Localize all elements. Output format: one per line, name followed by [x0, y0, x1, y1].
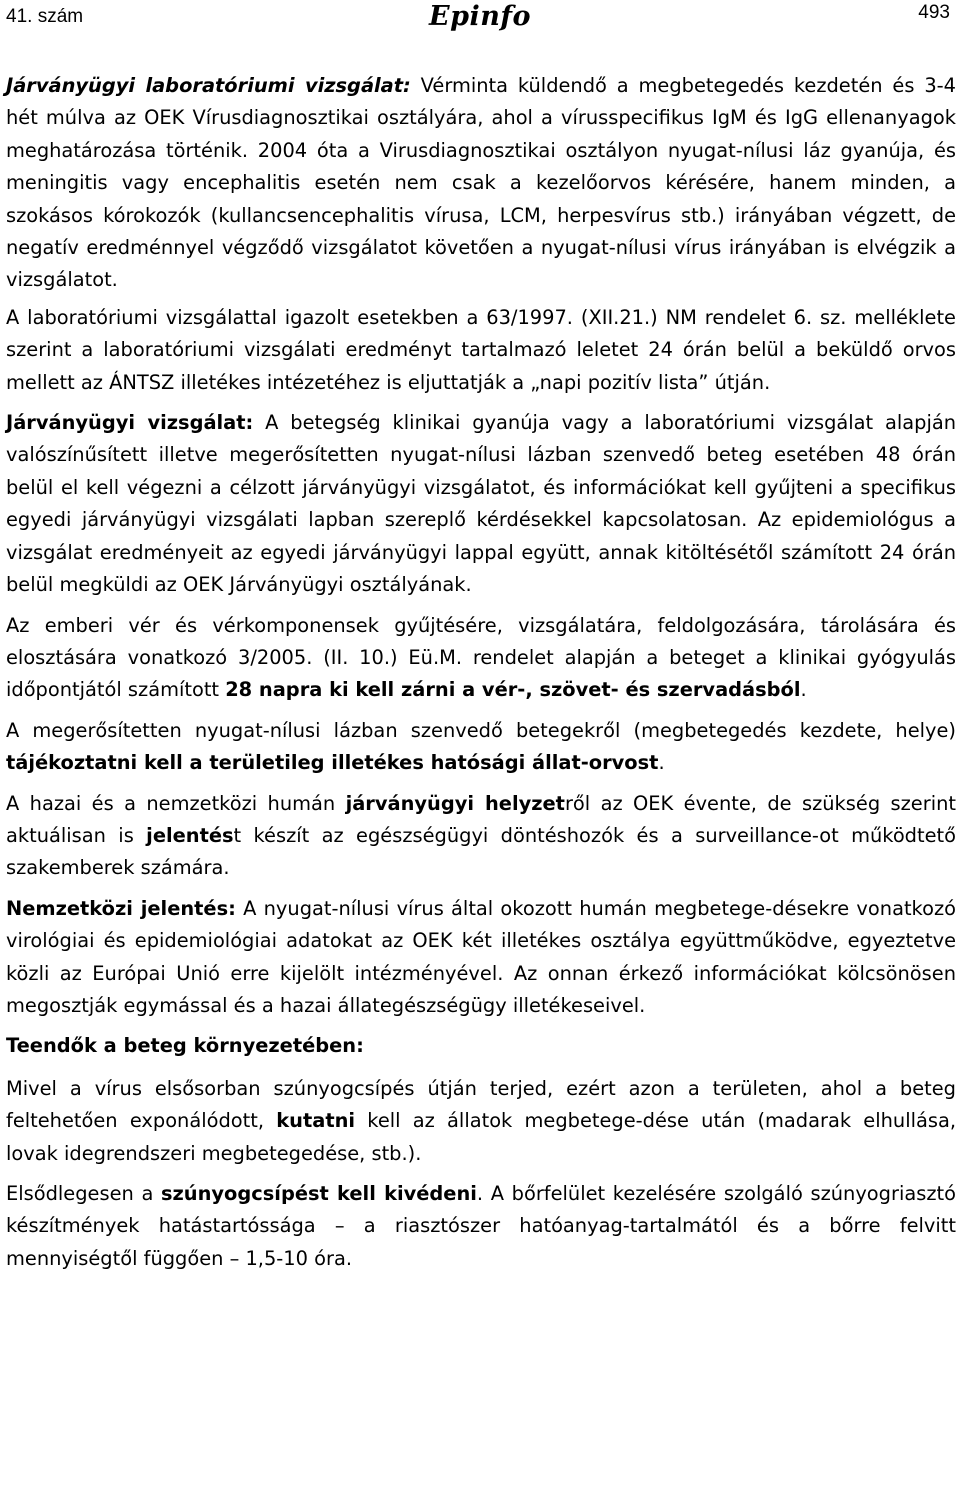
paragraph-mosquito-search [6, 1073, 956, 1170]
issue-number: 41. szám [6, 6, 84, 27]
paragraph-text: A hazai és a nemzetközi humán [6, 791, 346, 815]
paragraph-text: A betegség klinikai gyanúja vagy a laboratóriumi vizsgálat alapján valószínűsített illetve megerősítetten nyugat-nílusi lázban szenvedő beteg esetében 48 órán belül el kell végezni a célzott járványügyi vizsgálatot, és információkat kell gyűjteni a specifikus egyedi járványügyi vizsgálati lapban szereplő kérdésekkel kapcsolatosan. Az epidemiológus a vizsgálat eredményeit az egyedi járványügyi lappal együtt, annak kitöltésétől számított 24 órán belül megküldi az OEK Járványügyi osztályának. [6, 411, 957, 597]
paragraph-text: t készít az egészségügyi döntéshozók és a surveillance-ot működtető szakemberek számára. [6, 823, 956, 880]
heading-international-report: Nemzetközi jelentés: [6, 896, 236, 920]
section-heading: Teendők a beteg környezetében: [6, 1034, 364, 1058]
paragraph-text: A megerősítetten nyugat-nílusi lázban szenvedő betegekről (megbetegedés kezdete, helye) [6, 718, 956, 742]
paragraph-blood-donation [6, 610, 956, 707]
paragraph-text: . A bőrfelület kezelésére szolgáló szúnyogriasztó készítmények hatástartóssága – a riasztószer hatóanyag-tartalmától és a bőrre felvitt mennyiségtől függően – 1,5-10 óra. [6, 1182, 956, 1270]
paragraph-text: A laboratóriumi vizsgálattal igazolt esetekben a 63/1997. (XII.21.) NM rendelet 6. sz. melléklete szerint a laboratóriumi vizsgálati eredményt tartalmazó leletet 24 órán belül a beküldő orvos mellett az ÁNTSZ illetékes intézetéhez is eljuttatják a „napi pozitív lista” útján. [6, 305, 956, 394]
bold-text: járványügyi helyzet [345, 791, 565, 815]
page-number: 493 [918, 2, 950, 23]
publication-title: Epinfo [429, 1, 531, 32]
paragraph-text: . [800, 678, 807, 702]
paragraph-lab-reporting [6, 302, 956, 399]
paragraph-text: Az emberi vér és vérkomponensek gyűjtésére, vizsgálatára, feldolgozására, tárolására és elosztására vonatkozó 3/2005. (II. 10.) Eü.M. rendelet alapján a beteget a klinikai gyógyulás időpontjától számított [6, 613, 956, 702]
paragraph-text: ről az OEK évente, de szükség szerint aktuálisan is [6, 791, 956, 847]
paragraph-mosquito-protection [6, 1178, 956, 1275]
page-header [0, 0, 960, 40]
bold-text: 28 napra ki kell zárni a vér-, szövet- és szervadásból [225, 678, 801, 702]
paragraph-lab-test [6, 70, 956, 297]
paragraph-text: . [658, 751, 665, 775]
paragraph-situation-report [6, 788, 956, 885]
article-body [6, 70, 956, 1280]
paragraph-text: Elsődlegesen a [6, 1182, 161, 1205]
heading-patient-environment [6, 1030, 956, 1062]
bold-text: tájékoztatni kell a területileg illetékes hatósági állat-orvost [6, 751, 659, 775]
heading-epi-investigation: Járványügyi vizsgálat: [6, 411, 254, 435]
bold-text: szúnyogcsípést kell kivédeni [160, 1182, 477, 1205]
paragraph-text: kell az állatok megbetege-dése után (madarak elhullása, lovak idegrendszeri megbetegedése, stb.). [6, 1109, 957, 1165]
paragraph-epi-investigation [6, 407, 956, 601]
paragraph-text: A nyugat-nílusi vírus által okozott humán megbetege-désekre vonatkozó virológiai és epidemiológiai adatokat az OEK két illetékes osztálya együttműködve, egyeztetve közli az Európai Unió erre kijelölt intézményével. Az onnan érkező információkat kölcsönösen megosztják egymással és a hazai állategészségügy illetékeseivel. [6, 896, 956, 1017]
paragraph-text: Vérminta küldendő a megbetegedés kezdetén és 3-4 hét múlva az OEK Vírusdiagnosztikai osztályára, ahol a vírusspecifikus IgM és IgG ellenanyagok meghatározása történik. 2004 óta a Virusdiagnosztikai osztályon nyugat-nílusi láz gyanúja, és meningitis vagy encephalitis esetén nem csak a kezelőorvos kérésére, hanem minden, a szokásos kórokozók (kullancsencephalitis vírusa, LCM, herpesvírus stb.) irányában végzett, de negatív eredménnyel végződő vizsgálatot követően a nyugat-nílusi vírus irányában is elvégzik a vizsgálatot. [6, 74, 956, 292]
paragraph-international-report [6, 893, 956, 1023]
bold-text: jelentés [146, 823, 234, 847]
heading-lab-test: Járványügyi laboratóriumi vizsgálat: [6, 74, 411, 97]
bold-text: kutatni [276, 1109, 356, 1133]
paragraph-text: Mivel a vírus elsősorban szúnyogcsípés útján terjed, ezért azon a területen, ahol a beteg feltehetően exponálódott, [6, 1076, 956, 1133]
paragraph-vet-notification [6, 715, 956, 780]
